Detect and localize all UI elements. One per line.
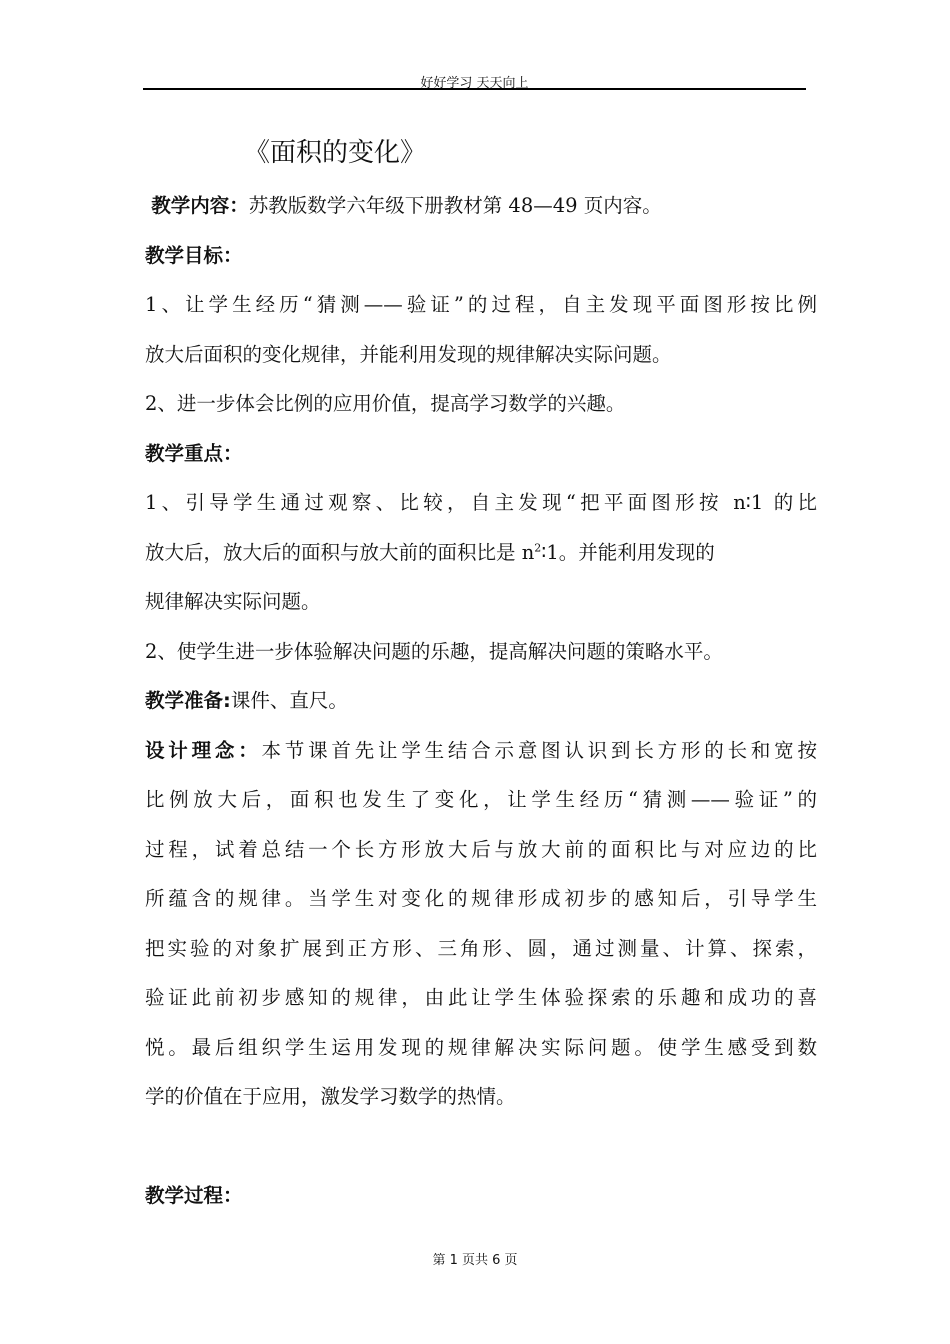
blank-line [145,1122,817,1172]
design-line: 过程，试着总结一个长方形放大后与放大前的面积比与对应边的比 [145,837,817,861]
design-line: 把实验的对象扩展到正方形、三角形、圆，通过测量、计算、探索， [145,936,817,960]
goals-heading: 教学目标： [145,243,243,267]
teaching-content-label: 教学内容： [151,194,249,217]
key-points-line: 规律解决实际问题。 [145,590,321,613]
document-body [145,181,817,1221]
page-header: 好好学习 天天向上 [420,76,529,91]
page-footer: 第 1 页共 6 页 [432,1253,518,1268]
document-title: 《面积的变化》 [244,138,427,168]
header-divider [143,88,806,90]
design-label: 设计理念： [145,738,262,762]
design-line: 学的价值在于应用，激发学习数学的热情。 [145,1085,516,1108]
goals-line: 1、让学生经历“猜测——验证”的过程，自主发现平面图形按比例 [145,293,817,316]
preparation-label: 教学准备: [145,689,231,712]
goals-line: 2、进一步体会比例的应用价值，提高学习数学的兴趣。 [145,392,626,415]
teaching-content [145,181,817,231]
key-points-line [145,528,817,578]
key-points-line2-prefix: 放大后，放大后的面积与放大前的面积比是 n [145,540,535,564]
design-line [145,726,817,776]
process-heading: 教学过程： [145,1184,243,1207]
design-first-text: 本节课首先让学生结合示意图认识到长方形的长和宽按 [261,738,817,762]
design-line: 验证此前初步感知的规律，由此让学生体验探索的乐趣和成功的喜 [145,986,817,1009]
teaching-content-text: 苏教版数学六年级下册教材第 48—49 页内容。 [248,194,662,217]
design-line: 所蕴含的规律。当学生对变化的规律形成初步的感知后，引导学生 [145,887,817,910]
key-points-heading: 教学重点： [145,441,243,465]
preparation-text: 课件、直尺。 [230,689,348,712]
key-points-line2-suffix: ∶1。并能利用发现的 [541,540,715,564]
key-points-line: 1、引导学生通过观察、比较，自主发现“把平面图形按 n∶1 的比 [145,491,817,514]
superscript-exponent: 2 [534,541,542,554]
preparation [145,676,817,726]
goals-line: 放大后面积的变化规律，并能利用发现的规律解决实际问题。 [145,342,672,366]
key-points-line: 2、使学生进一步体验解决问题的乐趣，提高解决问题的策略水平。 [145,639,723,663]
design-line: 悦。最后组织学生运用发现的规律解决实际问题。使学生感受到数 [145,1035,817,1059]
design-line: 比例放大后，面积也发生了变化，让学生经历“猜测——验证”的 [145,788,817,811]
